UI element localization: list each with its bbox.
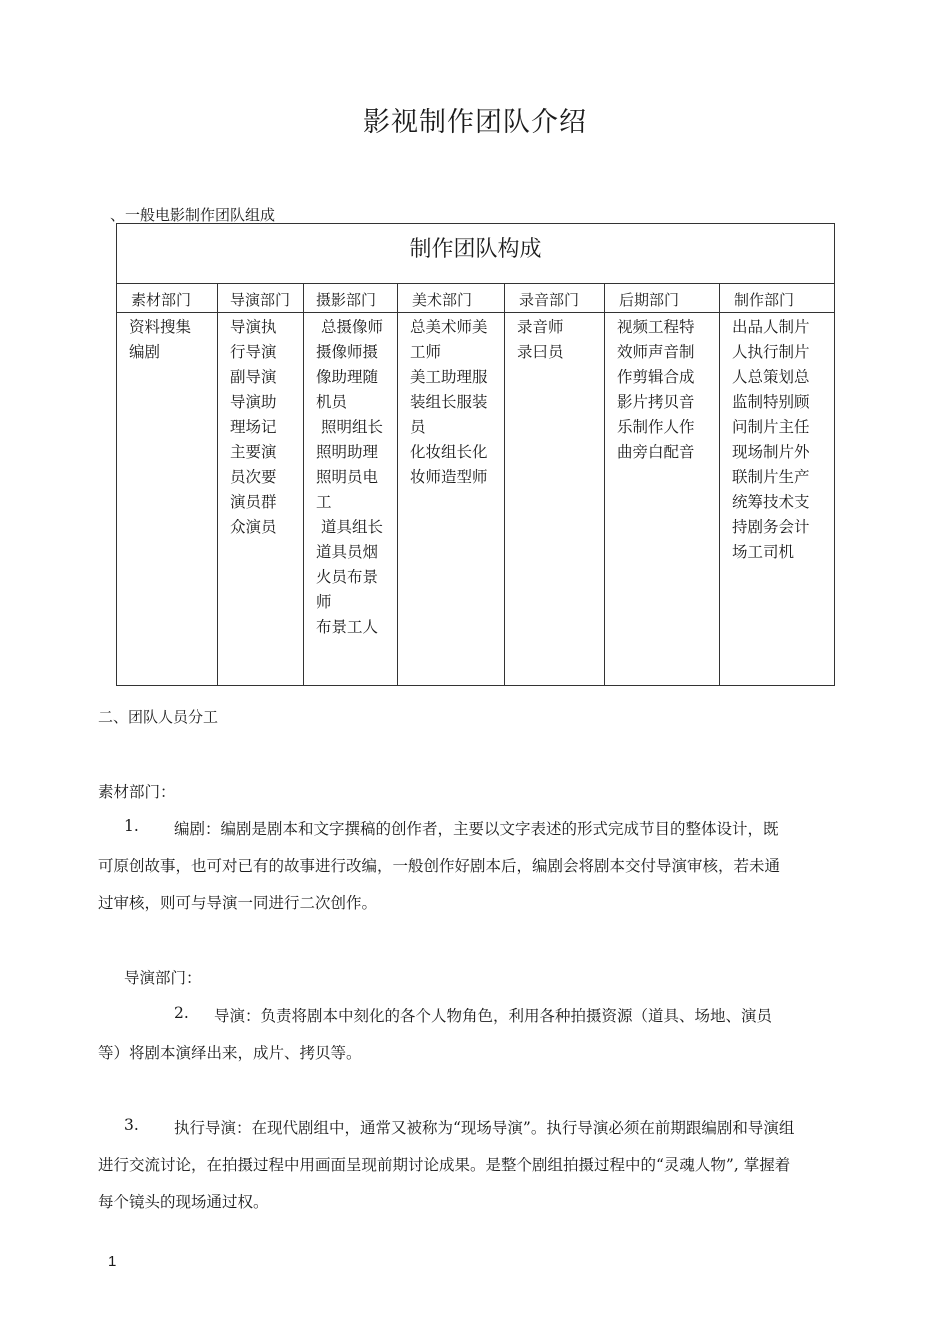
dept-members: 导演执 行导演 副导演 导演助 理场记 主要演 员次要 演员群 众演员 (218, 313, 304, 686)
director-dept-label: 导演部门： (124, 969, 202, 987)
dept-header: 后期部门 (605, 284, 720, 313)
section-1-heading: 、一般电影制作团队组成 (110, 206, 276, 224)
item-3-line: 每个镜头的现场通过权。 (98, 1193, 269, 1211)
item-1-number: 1. (124, 817, 139, 835)
item-2-number: 2. (174, 1004, 189, 1022)
dept-members: 录音师 录曰员 (505, 313, 605, 686)
team-structure-table (116, 223, 835, 686)
item-1-line: 可原创故事，也可对已有的故事进行改编，一般创作好剧本后，编剧会将剧本交付导演审核，若未通 (98, 857, 781, 875)
dept-header: 素材部门 (117, 284, 218, 313)
item-1-line: 编剧：编剧是剧本和文字撰稿的创作者，主要以文字表述的形式完成节目的整体设计，既 (174, 820, 779, 838)
page-number: 1 (108, 1253, 117, 1270)
item-3-line: 执行导演：在现代剧组中，通常又被称为“现场导演”。执行导演必须在前期跟编剧和导演组 (174, 1119, 795, 1137)
item-2-line: 导演：负责将剧本中刻化的各个人物角色，利用各种拍摄资源（道具、场地、演员 (214, 1007, 773, 1025)
item-2-line: 等）将剧本演绎出来，成片、拷贝等。 (98, 1044, 362, 1062)
dept-header: 导演部门 (218, 284, 304, 313)
dept-members: 总美术师美 工师 美工助理服 装组长服装 员 化妆组长化 妆师造型师 (398, 313, 505, 686)
table-caption: 制作团队构成 (117, 224, 835, 284)
dept-header: 摄影部门 (304, 284, 398, 313)
dept-header: 制作部门 (720, 284, 835, 313)
dept-members: 视频工程特 效师声音制 作剪辑合成 影片拷贝音 乐制作人作 曲旁白配音 (605, 313, 720, 686)
material-dept-label: 素材部门： (98, 783, 176, 801)
dept-members: 出品人制片 人执行制片 人总策划总 监制特别顾 问制片主任 现场制片外 联制片生产 统筹技术支 持剧务会计 场工司机 (720, 313, 835, 686)
dept-members: 资料搜集 编剧 (117, 313, 218, 686)
dept-header: 录音部门 (505, 284, 605, 313)
item-3-line: 进行交流讨论，在拍摄过程中用画面呈现前期讨论成果。是整个剧组拍摄过程中的“灵魂人物”, 掌握着 (98, 1156, 791, 1174)
item-3-number: 3. (124, 1116, 139, 1134)
section-2-heading: 二、团队人员分工 (98, 708, 219, 726)
item-1-line: 过审核，则可与导演一同进行二次创作。 (98, 894, 378, 912)
dept-members: 总摄像师 摄像师摄 像助理随 机员 照明组长 照明助理 照明员电 工 道具组长 道具员烟 火员布景 师 布景工人 (304, 313, 398, 686)
dept-header: 美术部门 (398, 284, 505, 313)
page-title: 影视制作团队介绍 (363, 107, 587, 138)
